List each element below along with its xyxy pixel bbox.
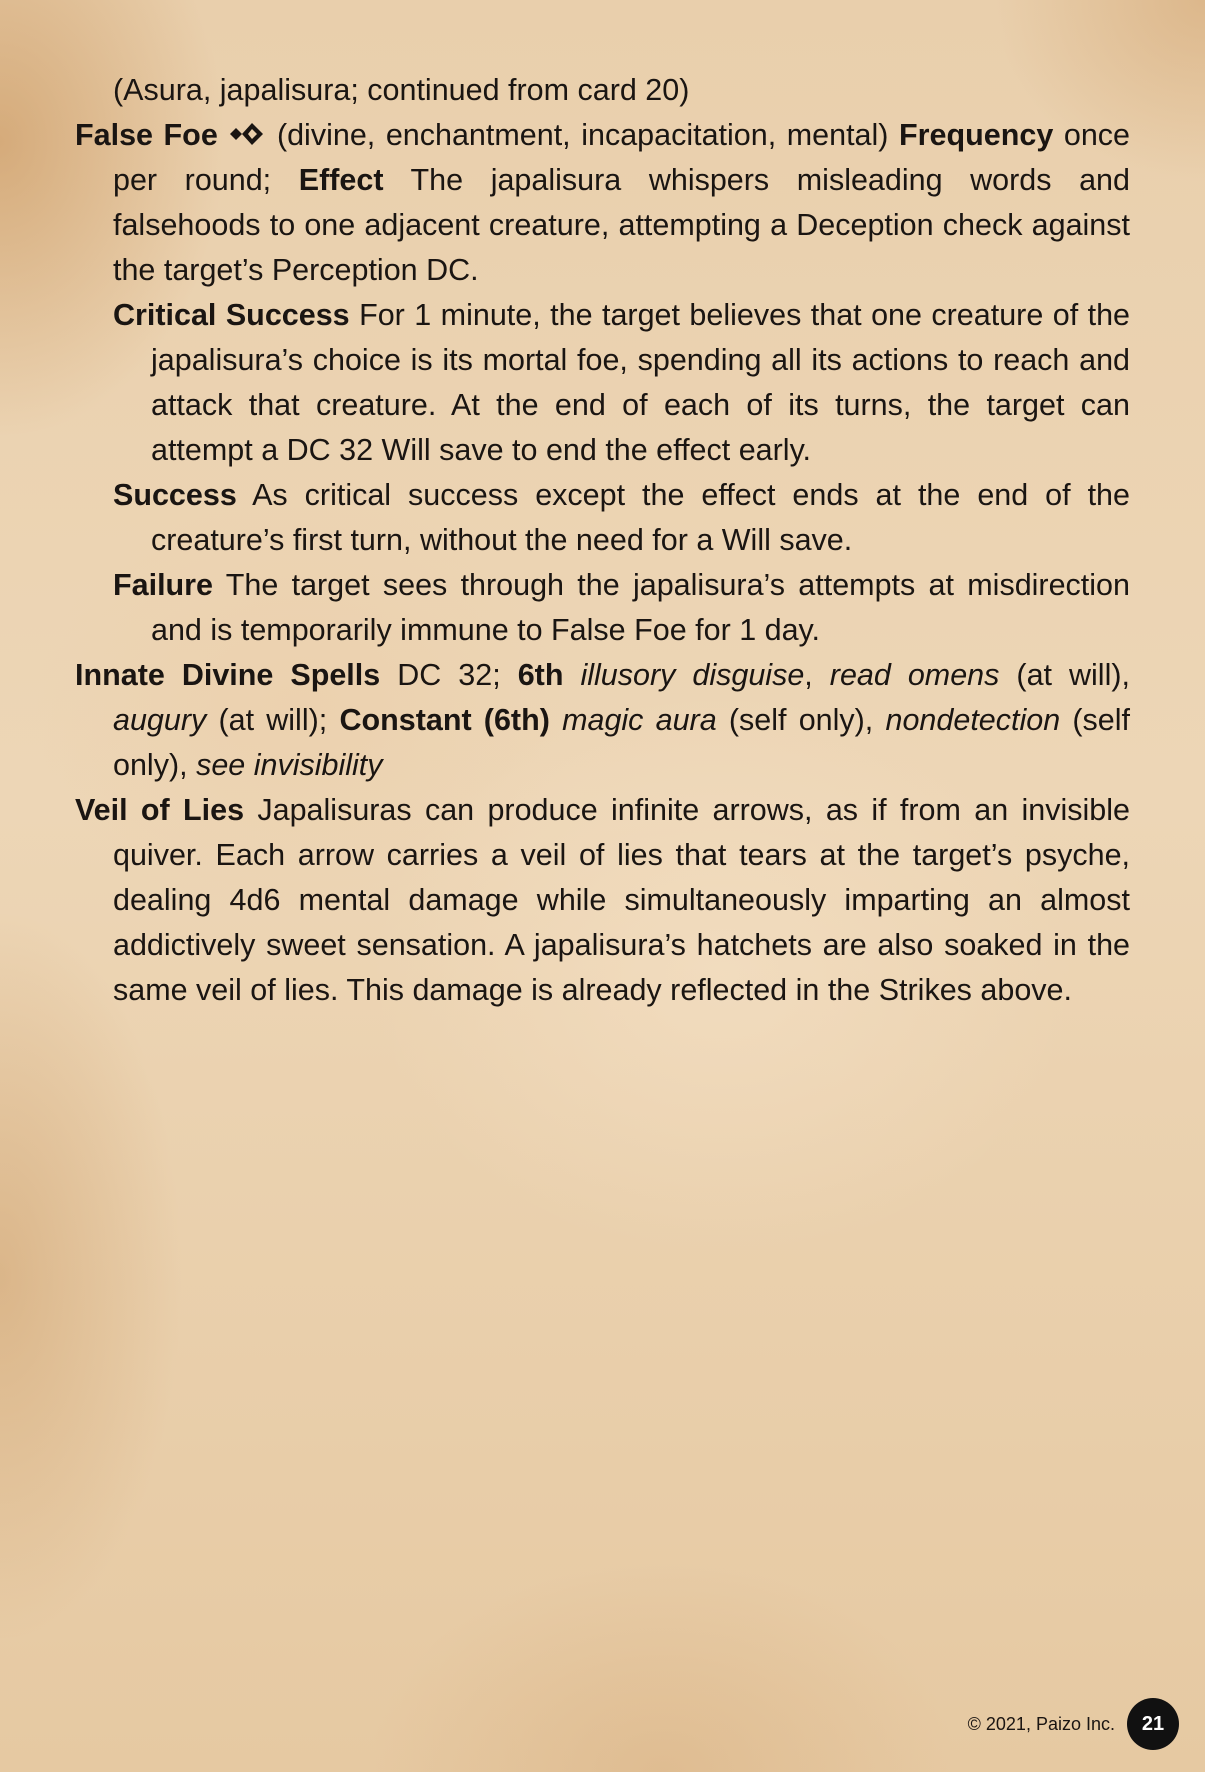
- spell-illusory-disguise: illusory disguise: [580, 658, 805, 692]
- veil-text: Japalisuras can produce infinite arrows, as if from an invisible quiver. Each arrow carries a veil of lies that tears at the target’s psyche, dealing 4d6 mental damage while simultaneously imparting an almost addictively sweet sensation. A japalisura’s hatchets are also soaked in the same veil of lies. This damage is already reflected in the Strikes above.: [113, 793, 1130, 1007]
- spell-note: (at will);: [218, 703, 328, 737]
- spells-label: Innate Divine Spells: [75, 658, 381, 692]
- spell-note: (self only),: [728, 703, 874, 737]
- ability-name: False Foe: [75, 118, 218, 152]
- failure-label: Failure: [113, 568, 214, 602]
- spell-magic-aura: magic aura: [562, 703, 717, 737]
- page-number-badge: 21: [1127, 1698, 1179, 1750]
- stat-block-text: [75, 68, 1130, 1013]
- spell-dc: DC 32;: [397, 658, 501, 692]
- success-entry: [75, 473, 1130, 563]
- spell-separator: ,: [804, 658, 813, 692]
- effect-text: The japalisura whispers misleading words and falsehoods to one adjacent creature, attempting a Deception check against the target’s Perception DC.: [113, 163, 1130, 287]
- copyright-text: © 2021, Paizo Inc.: [967, 1713, 1115, 1734]
- critical-success-label: Critical Success: [113, 298, 350, 332]
- effect-label: Effect: [298, 163, 384, 197]
- innate-spells-entry: [75, 653, 1130, 788]
- spell-see-invisibility: see invisibility: [196, 748, 383, 782]
- veil-label: Veil of Lies: [75, 793, 245, 827]
- failure-text: The target sees through the japalisura’s attempts at misdirection and is temporarily immune to False Foe for 1 day.: [151, 568, 1130, 647]
- ability-veil-of-lies: [75, 788, 1130, 1013]
- spell-read-omens: read omens: [829, 658, 1000, 692]
- spell-rank-6: 6th: [517, 658, 564, 692]
- ability-traits: (divine, enchantment, incapacitation, mental): [276, 118, 889, 152]
- spell-nondetection: nondetection: [885, 703, 1061, 737]
- constant-label: Constant (6th): [339, 703, 550, 737]
- critical-success-text: For 1 minute, the target believes that one creature of the japalisura’s choice is its mortal foe, spending all its actions to reach and attack that creature. At the end of each of its turns, the target can attempt a DC 32 Will save to end the effect early.: [151, 298, 1131, 467]
- critical-success-entry: [75, 293, 1130, 473]
- success-text: As critical success except the effect ends at the end of the creature’s first turn, without the need for a Will save.: [151, 478, 1130, 557]
- frequency-text: once per round;: [113, 118, 1131, 197]
- page-footer: [968, 1698, 1179, 1750]
- spell-note: (self only),: [113, 703, 1131, 782]
- success-label: Success: [113, 478, 237, 512]
- spell-note: (at will),: [1016, 658, 1130, 692]
- single-action-icon: [228, 119, 266, 149]
- continuation-note: (Asura, japalisura; continued from card 20): [113, 73, 690, 107]
- ability-false-foe: [75, 113, 1130, 293]
- spell-augury: augury: [113, 703, 207, 737]
- frequency-label: Frequency: [899, 118, 1054, 152]
- failure-entry: [75, 563, 1130, 653]
